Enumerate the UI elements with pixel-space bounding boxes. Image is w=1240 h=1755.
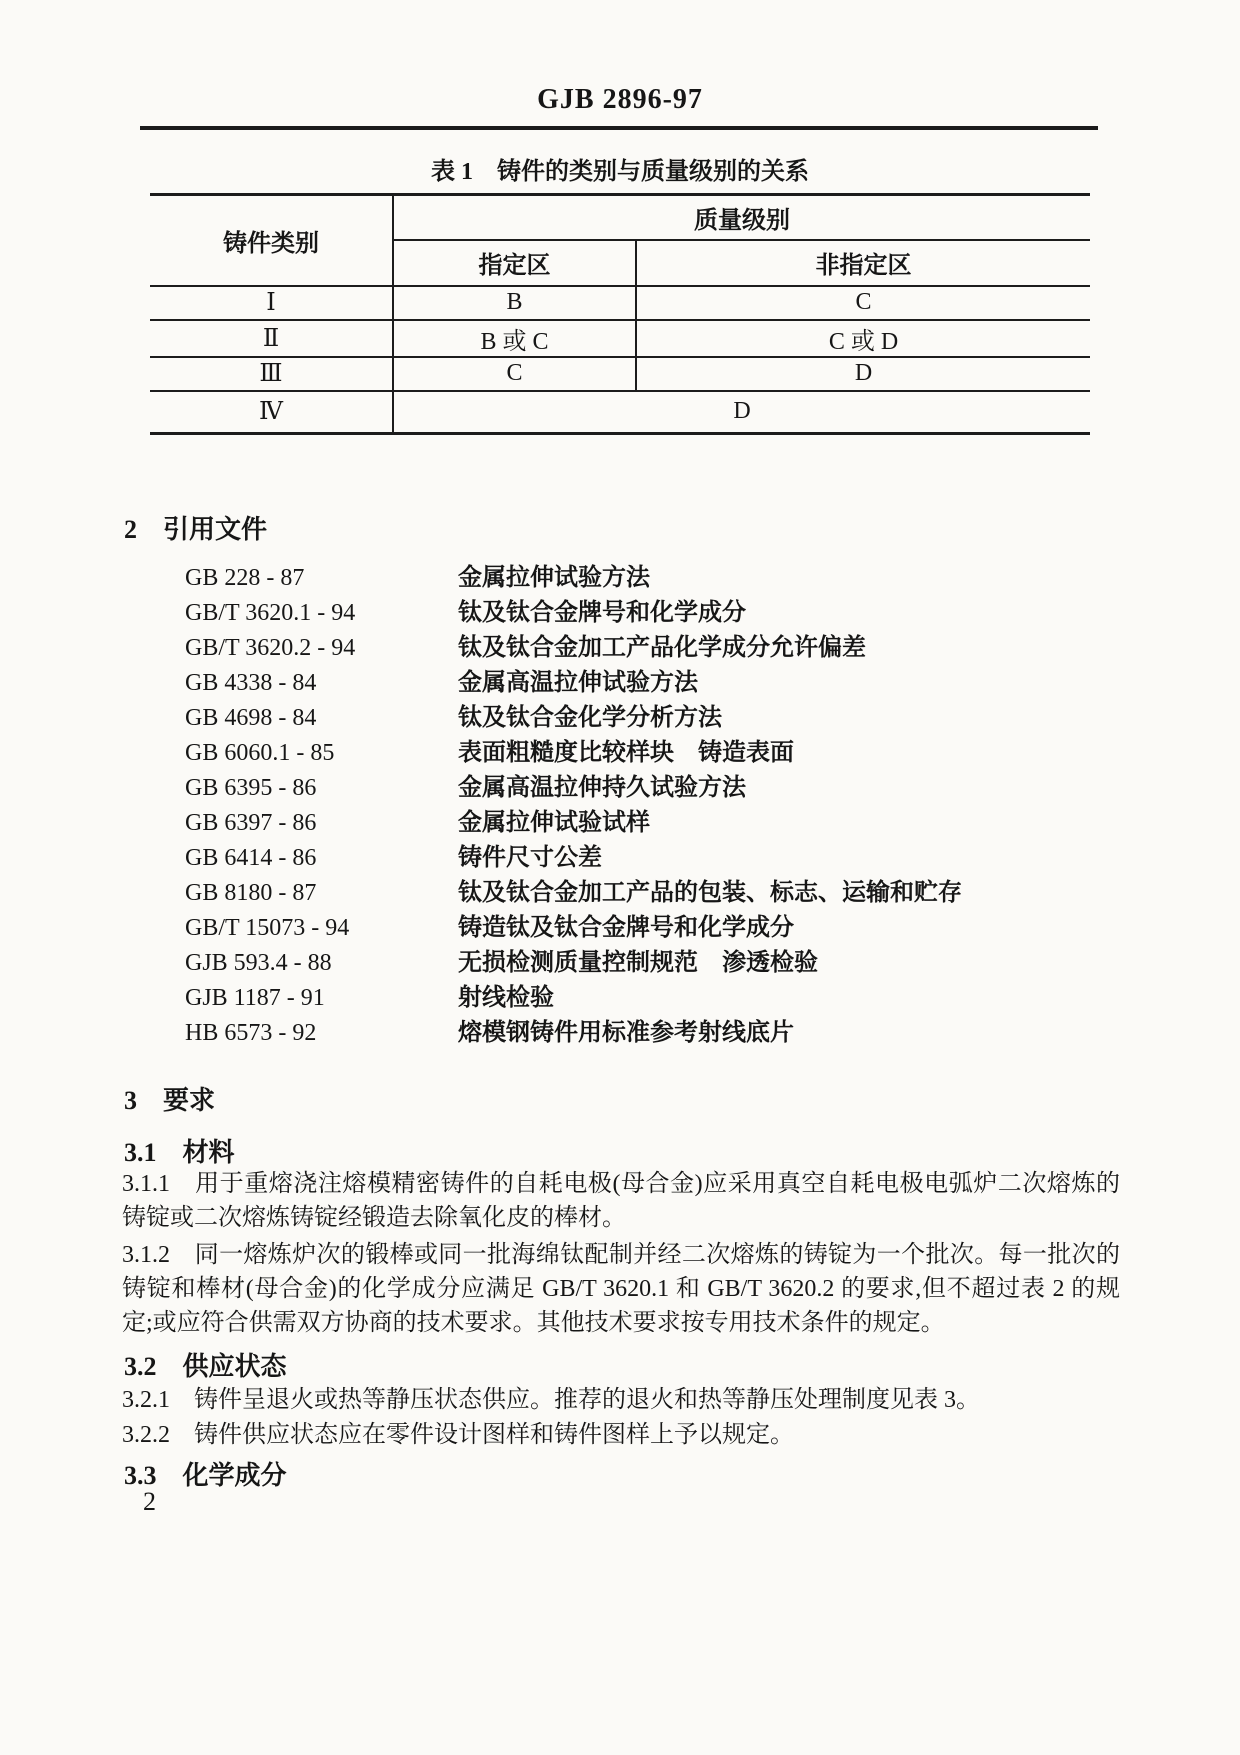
- table1-header-category: 铸件类别: [150, 195, 393, 286]
- reference-code: GB 6060.1 - 85: [185, 740, 335, 766]
- table1-cell-designated: B: [393, 286, 636, 320]
- reference-title: 钛及钛合金加工产品化学成分允许偏差: [458, 635, 866, 661]
- section3-2-heading: 3.2 供应状态: [124, 1352, 287, 1381]
- reference-title: 钛及钛合金牌号和化学成分: [458, 600, 746, 626]
- list-item: [185, 1016, 1125, 1051]
- reference-code: GB 228 - 87: [185, 565, 305, 591]
- table1-cell-category: Ⅱ: [150, 320, 393, 357]
- list-item: [185, 946, 1125, 981]
- table-row: [150, 391, 1090, 434]
- reference-code: GB 8180 - 87: [185, 880, 317, 906]
- reference-title: 铸造钛及钛合金牌号和化学成分: [458, 915, 794, 941]
- reference-title: 表面粗糙度比较样块 铸造表面: [458, 740, 794, 766]
- header-rule: [140, 126, 1098, 130]
- reference-title: 金属拉伸试验试样: [458, 810, 650, 836]
- section3-1-heading: 3.1 材料: [124, 1138, 235, 1167]
- list-item: [185, 701, 1125, 736]
- list-item: [185, 911, 1125, 946]
- list-item: [185, 806, 1125, 841]
- reference-code: GB 6395 - 86: [185, 775, 317, 801]
- table1-cell-designated: B 或 C: [393, 320, 636, 357]
- table-row: [150, 320, 1090, 357]
- reference-list: [185, 561, 1125, 1051]
- paragraph-3-2-2: 3.2.2 铸件供应状态应在零件设计图样和铸件图样上予以规定。: [122, 1422, 794, 1448]
- table1-caption: 表 1 铸件的类别与质量级别的关系: [431, 159, 809, 185]
- table-row: [150, 357, 1090, 391]
- list-item: [185, 981, 1125, 1016]
- reference-code: GJB 1187 - 91: [185, 985, 325, 1011]
- list-item: [185, 736, 1125, 771]
- reference-code: GB/T 15073 - 94: [185, 915, 350, 941]
- paragraph-3-1-2: 3.1.2 同一熔炼炉次的锻棒或同一批海绵钛配制并经二次熔炼的铸锭为一个批次。每一批次的铸锭和棒材(母合金)的化学成分应满足 GB/T 3620.1 和 GB/T 3620.2 的要求,但不超过表 2 的规定;或应符合供需双方协商的技术要求。其他技术要求按专用技术条件的规定。: [122, 1242, 1120, 1336]
- section3-heading: 3 要求: [124, 1086, 216, 1115]
- reference-code: GB/T 3620.2 - 94: [185, 635, 356, 661]
- table1-casting-quality: [150, 193, 1090, 435]
- table1-header-designated: 指定区: [393, 240, 636, 286]
- table-row: [150, 286, 1090, 320]
- reference-title: 无损检测质量控制规范 渗透检验: [458, 950, 818, 976]
- list-item: [185, 771, 1125, 806]
- document-code-header: GJB 2896-97: [537, 84, 703, 115]
- section2-heading: 2 引用文件: [124, 515, 268, 544]
- paragraph-3-2-1: 3.2.1 铸件呈退火或热等静压状态供应。推荐的退火和热等静压处理制度见表 3。: [122, 1387, 980, 1413]
- reference-code: HB 6573 - 92: [185, 1020, 317, 1046]
- list-item: [185, 596, 1125, 631]
- list-item: [185, 666, 1125, 701]
- reference-title: 熔模钢铸件用标准参考射线底片: [458, 1020, 794, 1046]
- reference-code: GJB 593.4 - 88: [185, 950, 332, 976]
- table1-cell-non-designated: C 或 D: [636, 320, 1090, 357]
- list-item: [185, 631, 1125, 666]
- reference-title: 金属拉伸试验方法: [458, 565, 650, 591]
- table1-cell-category: Ⅳ: [150, 391, 393, 434]
- table1-cell-merged-quality: D: [733, 398, 751, 425]
- list-item: [185, 841, 1125, 876]
- reference-title: 铸件尺寸公差: [458, 845, 602, 871]
- reference-title: 钛及钛合金加工产品的包装、标志、运输和贮存: [458, 880, 962, 906]
- reference-code: GB 6414 - 86: [185, 845, 317, 871]
- table1-cell-category: Ⅰ: [150, 286, 393, 320]
- section3-3-heading: 3.3 化学成分: [124, 1461, 287, 1490]
- reference-code: GB 6397 - 86: [185, 810, 317, 836]
- reference-code: GB 4698 - 84: [185, 705, 317, 731]
- reference-code: GB 4338 - 84: [185, 670, 317, 696]
- reference-title: 钛及钛合金化学分析方法: [458, 705, 722, 731]
- table1-header-quality-group: 质量级别: [393, 195, 1090, 240]
- table1-header-non-designated: 非指定区: [636, 240, 1090, 286]
- list-item: [185, 561, 1125, 596]
- table1-cell-non-designated: D: [636, 357, 1090, 391]
- reference-title: 金属高温拉伸持久试验方法: [458, 775, 746, 801]
- paragraph-3-1-1: 3.1.1 用于重熔浇注熔模精密铸件的自耗电极(母合金)应采用真空自耗电极电弧炉二次熔炼的铸锭或二次熔炼铸锭经锻造去除氧化皮的棒材。: [122, 1171, 1120, 1231]
- table1-header-row1: [150, 195, 1090, 240]
- list-item: [185, 876, 1125, 911]
- table1-cell-non-designated: C: [636, 286, 1090, 320]
- reference-code: GB/T 3620.1 - 94: [185, 600, 356, 626]
- page-number: 2: [143, 1487, 156, 1516]
- table1-cell-designated: C: [393, 357, 636, 391]
- table1-cell-category: Ⅲ: [150, 357, 393, 391]
- reference-title: 射线检验: [458, 985, 554, 1011]
- reference-title: 金属高温拉伸试验方法: [458, 670, 698, 696]
